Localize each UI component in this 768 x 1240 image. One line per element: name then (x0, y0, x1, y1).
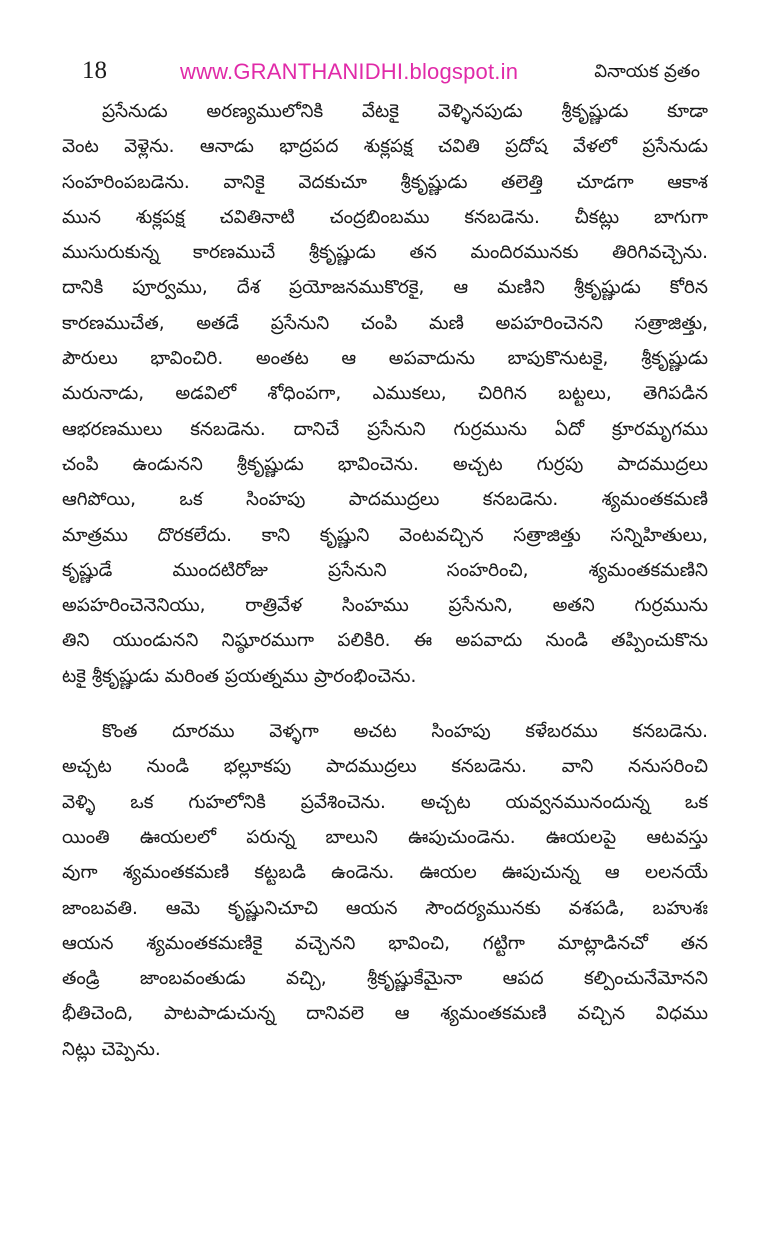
text-line: ఆయన శ్యమంతకమణికై వచ్చెనని భావించి, గట్టిగా మాట్లాడినచో తన (62, 932, 708, 954)
text-line: అపహరించెనెనియు, రాత్రివేళ సింహము ప్రసేనుని, అతని గుర్రమును (62, 595, 708, 617)
text-line: నిట్లు చెప్పెను. (62, 1038, 161, 1060)
text-line: యింతి ఊయలలో పరున్న బాలుని ఊపుచుండెను. ఊయలపై ఆటవస్తు (62, 826, 708, 848)
body-text (62, 94, 708, 1067)
text-line: తండ్రి జాంబవంతుడు వచ్చి, శ్రీకృష్ణుకేమైనా ఆపద కల్పించునేమోనని (62, 968, 708, 990)
site-url[interactable]: www.GRANTHANIDHI.blogspot.in (180, 59, 519, 84)
page-number: 18 (82, 57, 107, 84)
text-line: ఆభరణములు కనబడెను. దానిచే ప్రసేనుని గుర్రమును ఏదో క్రూరమృగము (62, 418, 708, 440)
running-title: వినాయక వ్రతం (594, 61, 700, 82)
text-line: ముసురుకున్న కారణముచే శ్రీకృష్ణుడు తన మందిరమునకు తిరిగివచ్చెను. (62, 242, 708, 264)
text-line: వెళ్ళి ఒక గుహలోనికి ప్రవేశించెను. అచ్చట యవ్వనమునందున్న ఒక (62, 791, 708, 813)
text-line: భీతిచెంది, పాటపాడుచున్న దానివలె ఆ శ్యమంతకమణి వచ్చిన విధము (62, 1003, 708, 1025)
text-line: తిని యుండునని నిష్ఠూరముగా పలికిరి. ఈ అపవాదు నుండి తప్పించుకొను (62, 630, 708, 652)
text-line: వెంట వెళ్లెను. ఆనాడు భాద్రపద శుక్లపక్ష చవితి ప్రదోష వేళలో ప్రసేనుడు (62, 136, 708, 158)
text-line: జాంబవతి. ఆమె కృష్ణునిచూచి ఆయన సౌందర్యమునకు వశపడి, బహుశః (62, 897, 708, 919)
page-header (0, 56, 768, 90)
text-line: మున శుక్లపక్ష చవితినాటి చంద్రబింబము కనబడెను. చీకట్లు బాగుగా (62, 206, 708, 228)
text-line: ప్రసేనుడు అరణ్యములోనికి వేటకై వెళ్ళినపుడు శ్రీకృష్ణుడు కూడా (102, 101, 708, 122)
text-line: చంపి ఉండునని శ్రీకృష్ణుడు భావించెను. అచ్చట గుర్రపు పాదముద్రలు (62, 453, 708, 475)
text-line: మాత్రము దొరకలేదు. కాని కృష్ణుని వెంటవచ్చిన సత్రాజిత్తు సన్నిహితులు, (62, 524, 708, 546)
text-line: సంహరింపబడెను. వానికై వెదకుచూ శ్రీకృష్ణుడు తలెత్తి చూడగా ఆకాశ (62, 171, 708, 193)
text-line: కృష్ణుడే ముందటిరోజు ప్రసేనుని సంహరించి, శ్యమంతకమణిని (62, 559, 708, 581)
text-line: టకై శ్రీకృష్ణుడు మరింత ప్రయత్నము ప్రారంభించెను. (62, 665, 417, 687)
text-line: పౌరులు భావించిరి. అంతట ఆ అపవాదును బాపుకొనుటకై, శ్రీకృష్ణుడు (62, 348, 708, 370)
text-line: కారణముచేత, అతడే ప్రసేనుని చంపి మణి అపహరించెనని సత్రాజిత్తు, (62, 312, 708, 334)
text-line: మరునాడు, అడవిలో శోధింపగా, ఎముకలు, చిరిగిన బట్టలు, తెగిపడిన (62, 383, 708, 405)
text-line: ఆగిపోయి, ఒక సింహపు పాదముద్రలు కనబడెను. శ్యమంతకమణి (62, 489, 708, 511)
paragraph (62, 94, 708, 694)
text-line: వుగా శ్యమంతకమణి కట్టబడి ఉండెను. ఊయల ఊపుచున్న ఆ లలనయే (62, 862, 708, 884)
text-line: దానికి పూర్వము, దేశ ప్రయోజనముకొరకై, ఆ మణిని శ్రీకృష్ణుడు కోరిన (62, 277, 708, 299)
text-line: కొంత దూరము వెళ్ళగా అచట సింహపు కళేబరము కనబడెను. (102, 721, 708, 743)
paragraph (62, 714, 708, 1067)
text-line: అచ్చట నుండి భల్లూకపు పాదముద్రలు కనబడెను. వాని ననుసరించి (62, 756, 708, 778)
